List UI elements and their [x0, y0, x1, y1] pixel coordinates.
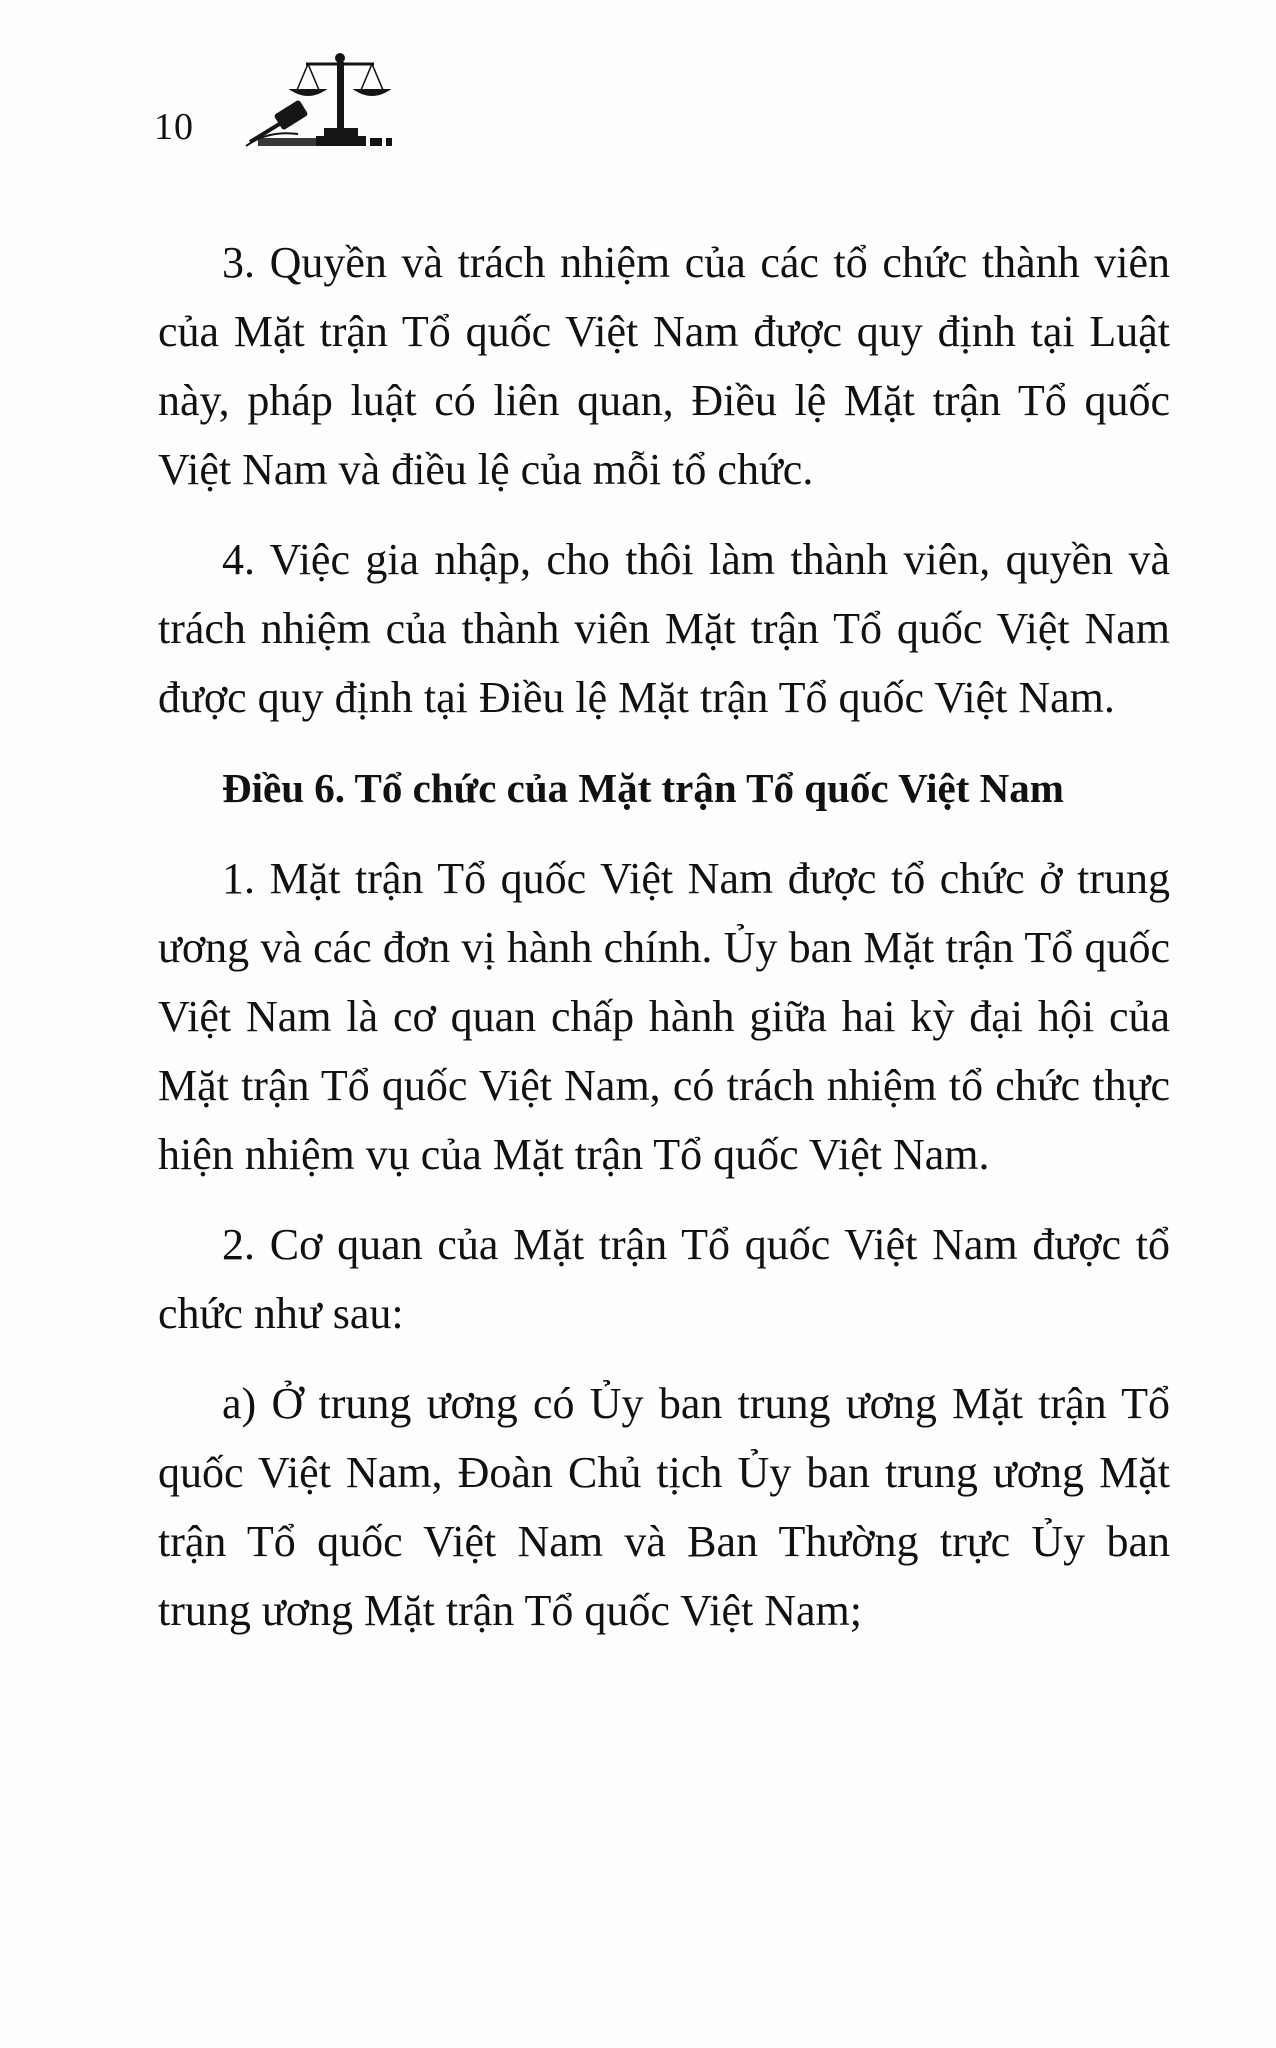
scales-of-justice-gavel-icon — [228, 50, 428, 160]
paragraph-article-clause-1: 1. Mặt trận Tổ quốc Việt Nam được tổ chức ở trung ương và các đơn vị hành chính. Ủy ban Mặt trận Tổ quốc Việt Nam là cơ quan chấp hành giữa hai kỳ đại hội của Mặt trận Tổ quốc Việt Nam, có trách nhiệm tổ chức thực hiện nhiệm vụ của Mặt trận Tổ quốc Việt Nam. — [158, 854, 1170, 1179]
paragraph-clause-4: 4. Việc gia nhập, cho thôi làm thành viên, quyền và trách nhiệm của thành viên Mặt trận Tổ quốc Việt Nam được quy định tại Điều lệ Mặt trận Tổ quốc Việt Nam. — [158, 535, 1170, 722]
page-body — [158, 228, 1170, 1645]
paragraph-clause-3: 3. Quyền và trách nhiệm của các tổ chức thành viên của Mặt trận Tổ quốc Việt Nam được quy định tại Luật này, pháp luật có liên quan, Điều lệ Mặt trận Tổ quốc Việt Nam và điều lệ của mỗi tổ chức. — [158, 238, 1170, 494]
page-header — [150, 50, 430, 170]
page-number: 10 — [154, 106, 194, 148]
paragraph-article-clause-2: 2. Cơ quan của Mặt trận Tổ quốc Việt Nam được tổ chức như sau: — [158, 1220, 1170, 1338]
paragraph-article-clause-2a: a) Ở trung ương có Ủy ban trung ương Mặt trận Tổ quốc Việt Nam, Đoàn Chủ tịch Ủy ban trung ương Mặt trận Tổ quốc Việt Nam và Ban Thường trực Ủy ban trung ương Mặt trận Tổ quốc Việt Nam; — [158, 1379, 1170, 1635]
article-heading: Điều 6. Tổ chức của Mặt trận Tổ quốc Việt Nam — [222, 765, 1064, 811]
